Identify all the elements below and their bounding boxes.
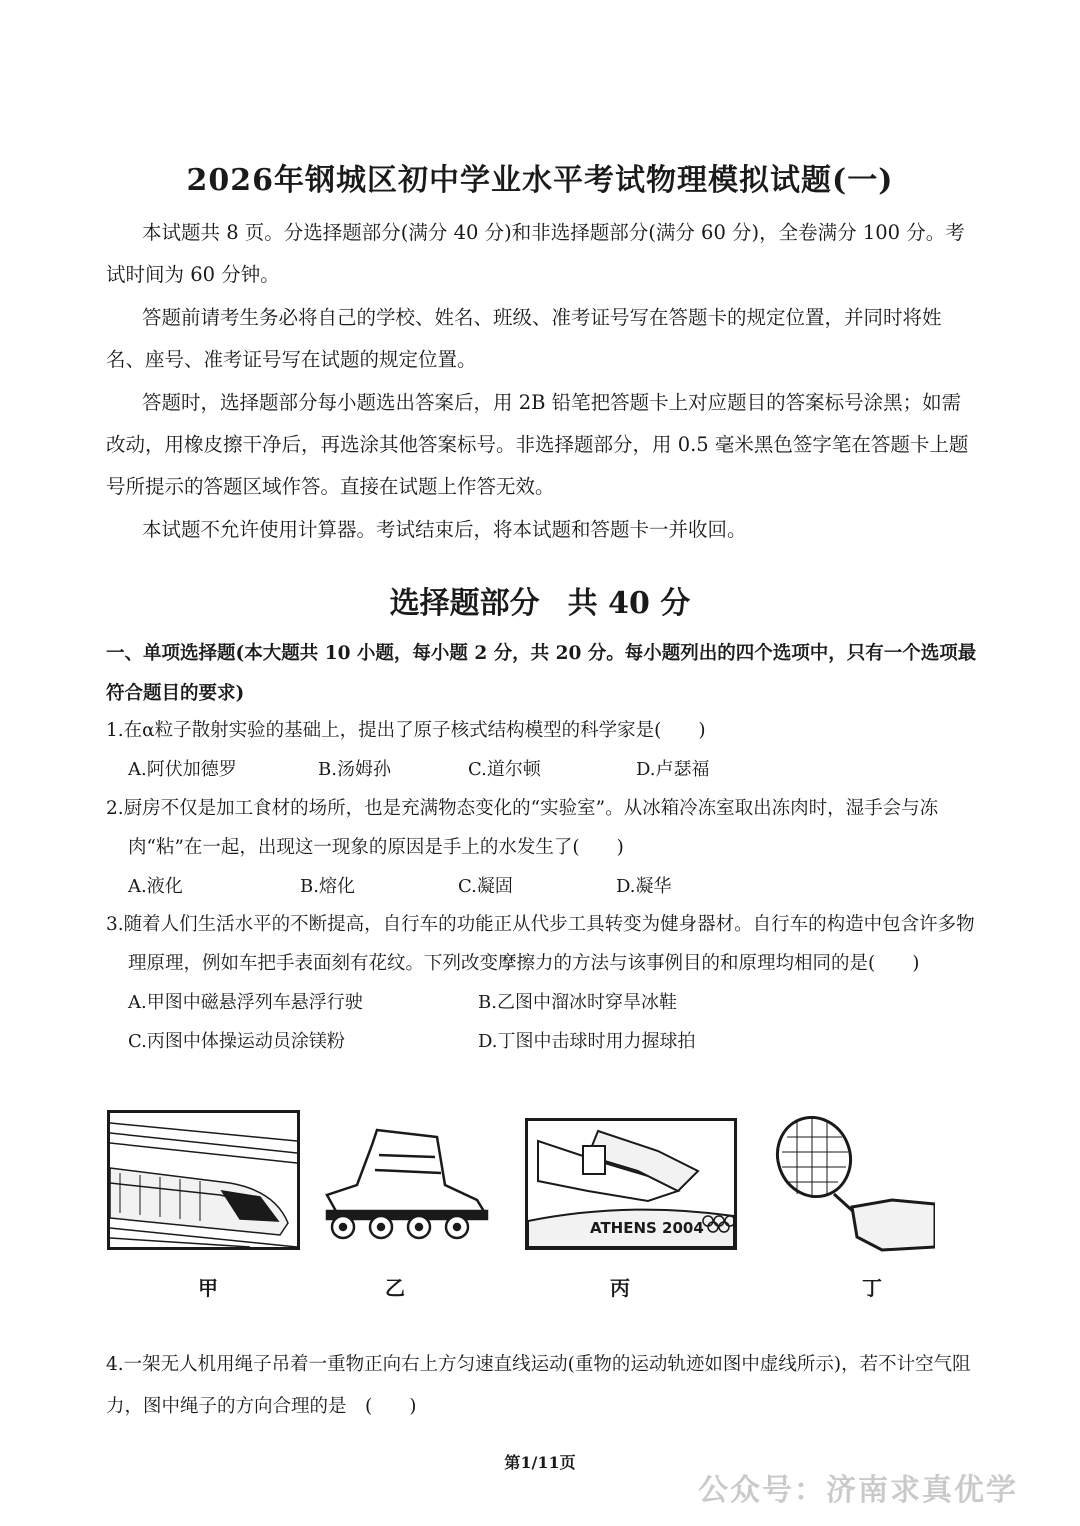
figure-gymnast-chalk (525, 1118, 737, 1250)
instruction-4: 本试题不允许使用计算器。考试结束后，将本试题和答题卡一并收回。 (142, 518, 747, 541)
question-stem: 3.随着人们生活水平的不断提高，自行车的功能正从代步工具转变为健身器材。自行车的构造中包含许多物理原理，例如车把手表面刻有花纹。下列改变摩擦力的方法与该事例目的和原理均相同的是( ) (106, 914, 975, 974)
instruction-2: 答题前请考生务必将自己的学校、姓名、班级、准考证号写在答题卡的规定位置，并同时将姓名、座号、准考证号写在试题的规定位置。 (106, 306, 942, 371)
train-illustration (110, 1113, 297, 1247)
skate-illustration (317, 1125, 493, 1240)
figure-roller-skate (317, 1125, 493, 1240)
option-a: A.甲图中磁悬浮列车悬浮行驶 (128, 992, 363, 1013)
question-stem: 4.一架无人机用绳子吊着一重物正向右上方匀速直线运动(重物的运动轨迹如图中虚线所示)，若不计空气阻力，图中绳子的方向合理的是 ( ) (106, 1354, 971, 1417)
option-c: C.凝固 (458, 876, 513, 897)
question-stem: 1.在α粒子散射实验的基础上，提出了原子核式结构模型的科学家是( ) (106, 720, 706, 741)
question-options (106, 983, 980, 1061)
option-c: C.丙图中体操运动员涂镁粉 (128, 1031, 345, 1052)
question-options (106, 867, 980, 906)
section-total: 共 40 分 (567, 586, 691, 621)
option-a: A.液化 (128, 876, 183, 897)
instruction-1: 本试题共 8 页。分选择题部分(满分 40 分)和非选择题部分(满分 60 分)，全卷满分 100 分。考试时间为 60 分钟。 (106, 221, 965, 286)
question-2 (106, 789, 980, 906)
question-3 (106, 905, 980, 1061)
option-d: D.凝华 (616, 876, 672, 897)
question-options (106, 750, 980, 789)
chalk-illustration (528, 1121, 734, 1247)
instruction-3: 答题时，选择题部分每小题选出答案后，用 2B 铅笔把答题卡上对应题目的答案标号涂黑；如需改动，用橡皮擦干净后，再选涂其他答案标号。非选择题部分，用 0.5 毫米黑色签字笔在答题卡上题号所提示的答题区域作答。直接在试题上作答无效。 (106, 391, 969, 498)
option-b: B.乙图中溜冰时穿旱冰鞋 (478, 992, 677, 1013)
watermark: 公众号：济南求真优学 (698, 1473, 1018, 1508)
page-number: 第1/11页 (504, 1453, 576, 1472)
caption-yi: 乙 (385, 1276, 405, 1300)
option-b: B.汤姆孙 (318, 759, 391, 780)
question-stem: 2.厨房不仅是加工食材的场所，也是充满物态变化的“实验室”。从冰箱冷冻室取出冻肉时，湿手会与冻肉“粘”在一起，出现这一现象的原因是手上的水发生了( ) (106, 798, 939, 858)
option-d: D.丁图中击球时用力握球拍 (478, 1031, 696, 1052)
exam-title: 2026年钢城区初中学业水平考试物理模拟试题(一) (186, 163, 894, 198)
option-c: C.道尔顿 (468, 759, 541, 780)
part1-heading: 一、单项选择题(本大题共 10 小题，每小题 2 分，共 20 分。每小题列出的四个选项中，只有一个选项最符合题目的要求) (106, 643, 977, 704)
figure-maglev-train (107, 1110, 300, 1250)
section-header (0, 578, 1080, 622)
athens-label: ATHENS 2004 (590, 1219, 704, 1237)
question-4 (106, 1344, 980, 1428)
section-name: 选择题部分 (389, 586, 540, 621)
caption-bing: 丙 (610, 1276, 630, 1300)
caption-jia: 甲 (198, 1276, 218, 1300)
racket-illustration (772, 1112, 935, 1252)
question-1 (106, 711, 980, 789)
option-d: D.卢瑟福 (636, 759, 710, 780)
caption-ding: 丁 (862, 1276, 882, 1300)
figure-racket (772, 1112, 935, 1252)
option-a: A.阿伏加德罗 (128, 759, 237, 780)
option-b: B.熔化 (300, 876, 355, 897)
